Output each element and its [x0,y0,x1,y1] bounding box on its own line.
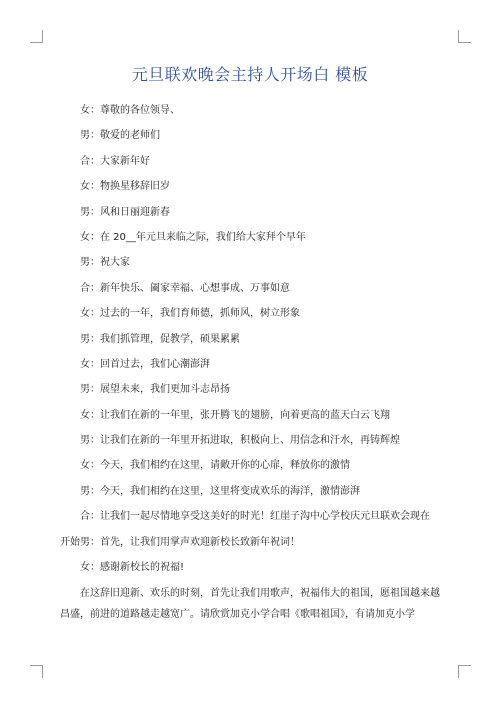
script-line: 女：今天，我们相约在这里，请敞开你的心扉，释放你的激情 [80,460,350,472]
script-line: 女：尊敬的各位领导、 [80,105,180,116]
script-line-continuation: 开始男：首先，让我们用掌声欢迎新校长致新年祝词！ [60,536,300,548]
script-line: 女：回首过去，我们心潮澎湃 [80,358,210,370]
script-line: 合：大家新年好 [80,155,150,167]
script-line: 男：我们抓管理，促教学，硕果累累 [80,333,240,345]
corner-mark-bottom-left [30,665,43,678]
script-line: 女：物换星移辞旧岁 [80,181,170,193]
script-line: 女：感谢新校长的祝福! [80,562,185,574]
script-line: 女：让我们在新的一年里，张开腾飞的翅膀，向着更高的蓝天白云飞翔 [80,409,390,421]
script-line: 女：过去的一年，我们育师德，抓师风，树立形象 [80,308,300,320]
script-line: 男：让我们在新的一年里开拓进取，积极向上、用信念和汗水，再铸辉煌 [80,435,400,447]
document-title: 元旦联欢晚会主持人开场白 模板 [131,65,369,84]
document-body [60,104,445,637]
script-line: 男：敬爱的老师们 [80,130,160,142]
closing-paragraph: 在这辞旧迎新、欢乐的时刻，首先让我们用歌声，祝福伟大的祖国，愿祖国越来越昌盛，前进的道路越走越宽广。请欣赏加克小学合唱《歌唱祖国》，有请加克小学 [60,588,440,621]
script-line: 女：在 20__年元旦来临之际，我们给大家拜个早年 [80,231,306,243]
script-line: 男：今天，我们相约在这里，这里将变成欢乐的海洋，激情澎湃 [80,485,360,497]
corner-mark-bottom-right [458,665,471,678]
script-line: 男：祝大家 [80,257,130,269]
corner-mark-top-right [458,30,471,43]
script-line: 男：风和日丽迎新春 [80,206,170,218]
script-line: 合：让我们一起尽情地享受这美好的时光！红崖子沟中心学校庆元旦联欢会现在 [80,511,430,523]
corner-mark-top-left [30,30,43,43]
script-line: 合：新年快乐、阖家幸福、心想事成、万事如意 [80,282,290,294]
script-line: 男：展望未来，我们更加斗志昂扬 [80,384,230,396]
